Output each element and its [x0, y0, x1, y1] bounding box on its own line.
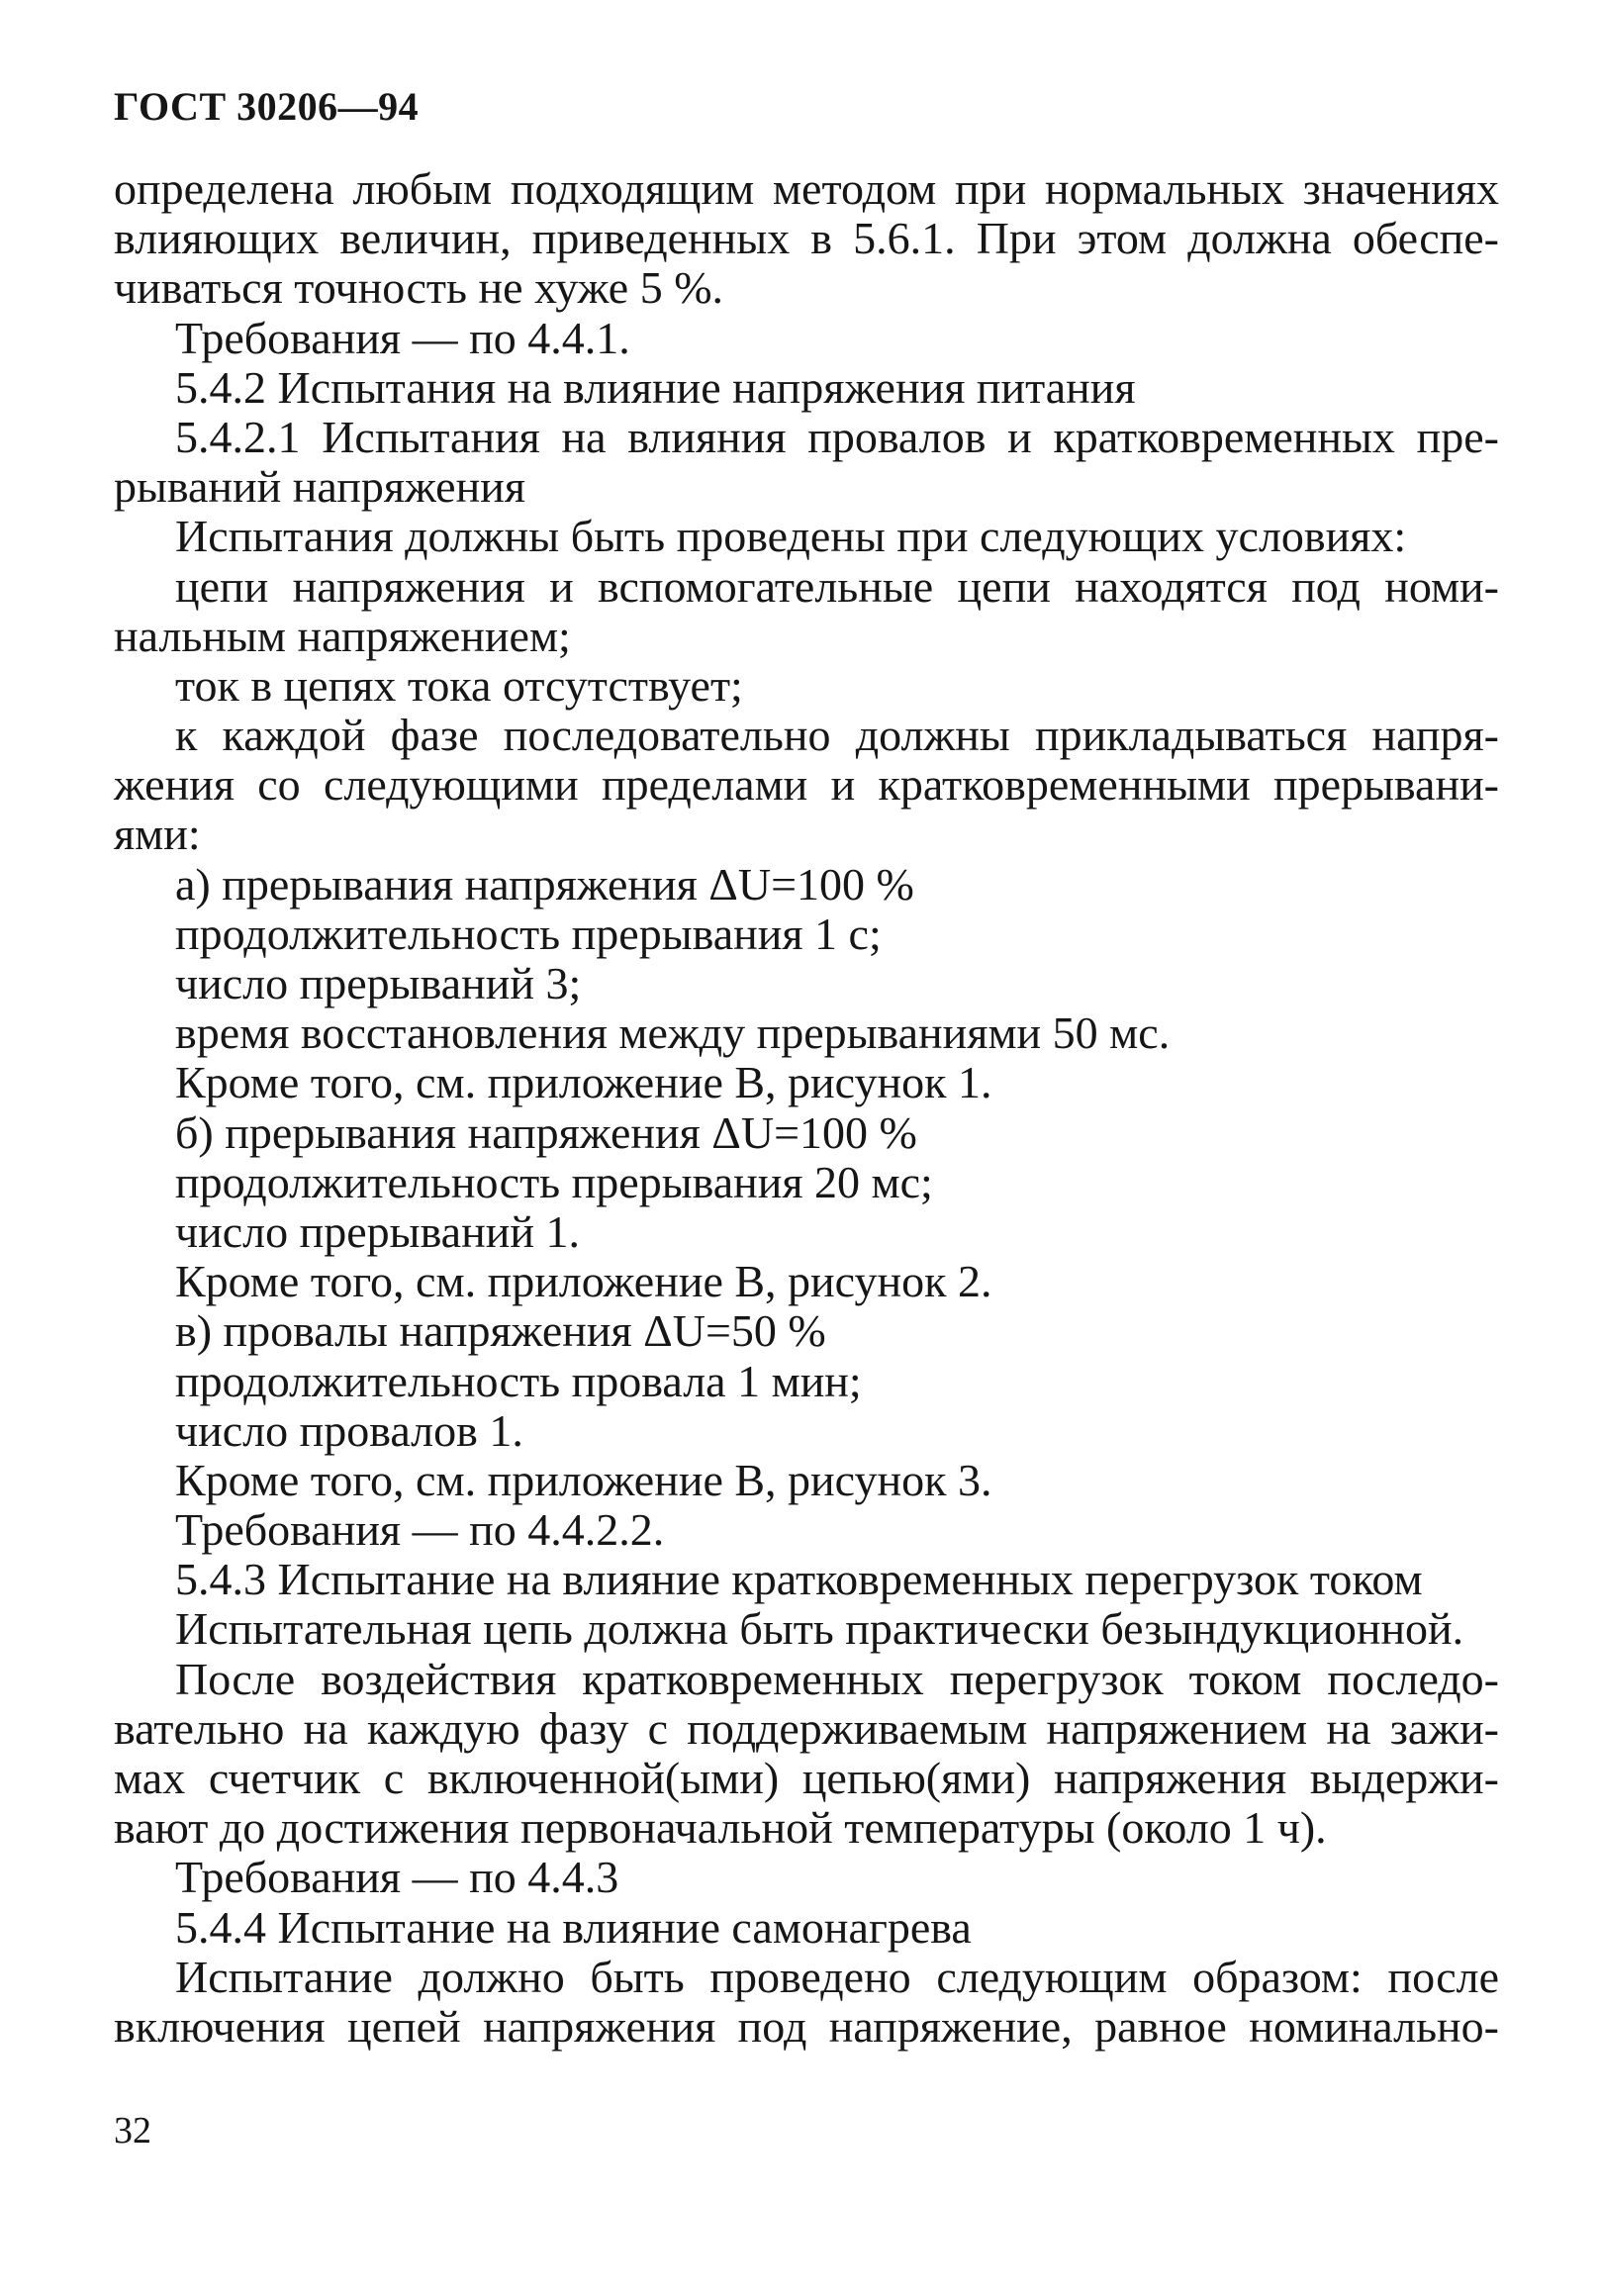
text-line: чиваться точность не хуже 5 %. [114, 262, 724, 314]
text-line: а) прерывания напряжения ΔU=100 % [175, 858, 914, 909]
text-line: к каждой фазе последовательно должны прикладываться напря- [175, 710, 1499, 761]
document-header: ГОСТ 30206—94 [114, 84, 420, 129]
text-line: 5.4.2 Испытания на влияние напряжения питания [175, 361, 1136, 413]
text-line: Испытательная цепь должна быть практически безындукционной. [175, 1603, 1464, 1655]
text-line: в) провалы напряжения ΔU=50 % [175, 1305, 826, 1357]
text-line: Кроме того, см. приложение В, рисунок 2. [175, 1256, 992, 1307]
text-line: влияющих величин, приведенных в 5.6.1. При этом должна обеспе- [114, 213, 1499, 264]
text-line: вают до достижения первоначальной температуры (около 1 ч). [114, 1802, 1327, 1854]
text-line: 5.4.2.1 Испытания на влияния провалов и кратковременных пре- [175, 411, 1499, 462]
text-line: продолжительность прерывания 1 с; [175, 908, 882, 959]
text-line: Требования — по 4.4.3 [175, 1852, 619, 1903]
text-line: определена любым подходящим методом при нормальных значениях [114, 163, 1499, 214]
text-line: время восстановления между прерываниями 50 мс. [175, 1007, 1171, 1059]
text-line: Требования — по 4.4.1. [175, 312, 630, 363]
text-line: 5.4.3 Испытание на влияние кратковременных перегрузок током [175, 1554, 1423, 1605]
text-line: После воздействия кратковременных перегрузок током последо- [175, 1653, 1499, 1704]
text-line: жения со следующими пределами и кратковременными прерывани- [114, 759, 1499, 811]
text-line: число прерываний 1. [175, 1205, 580, 1257]
text-line: мах счетчик с включенной(ыми) цепью(ями) напряжения выдержи- [114, 1753, 1499, 1803]
text-line: 5.4.4 Испытание на влияние самонагрева [175, 1901, 972, 1953]
text-line: число прерываний 3; [175, 958, 582, 1008]
text-line: продолжительность провала 1 мин; [175, 1355, 862, 1406]
document-body [114, 164, 1499, 2052]
text-line: ток в цепях тока отсутствует; [175, 659, 743, 711]
text-line: цепи напряжения и вспомогательные цепи находятся под номи- [175, 560, 1499, 612]
text-line: число провалов 1. [175, 1404, 523, 1456]
text-line: рываний напряжения [114, 461, 525, 513]
text-line: вательно на каждую фазу с поддерживаемым напряжением на зажи- [114, 1702, 1499, 1754]
text-line: Испытания должны быть проведены при следующих условиях: [175, 511, 1407, 562]
text-line: нальным напряжением; [114, 610, 571, 661]
text-line: Требования — по 4.4.2.2. [175, 1504, 665, 1556]
text-line: Кроме того, см. приложение В, рисунок 3. [175, 1454, 992, 1505]
text-line: включения цепей напряжения под напряжение, равное номинально- [114, 2000, 1499, 2052]
text-line: ями: [114, 809, 201, 860]
text-line: Кроме того, см. приложение В, рисунок 1. [175, 1057, 992, 1108]
page-number: 32 [114, 2110, 151, 2152]
text-line: Испытание должно быть проведено следующим образом: после [175, 1951, 1499, 2002]
text-line: б) прерывания напряжения ΔU=100 % [175, 1106, 917, 1158]
text-line: продолжительность прерывания 20 мс; [175, 1156, 933, 1207]
